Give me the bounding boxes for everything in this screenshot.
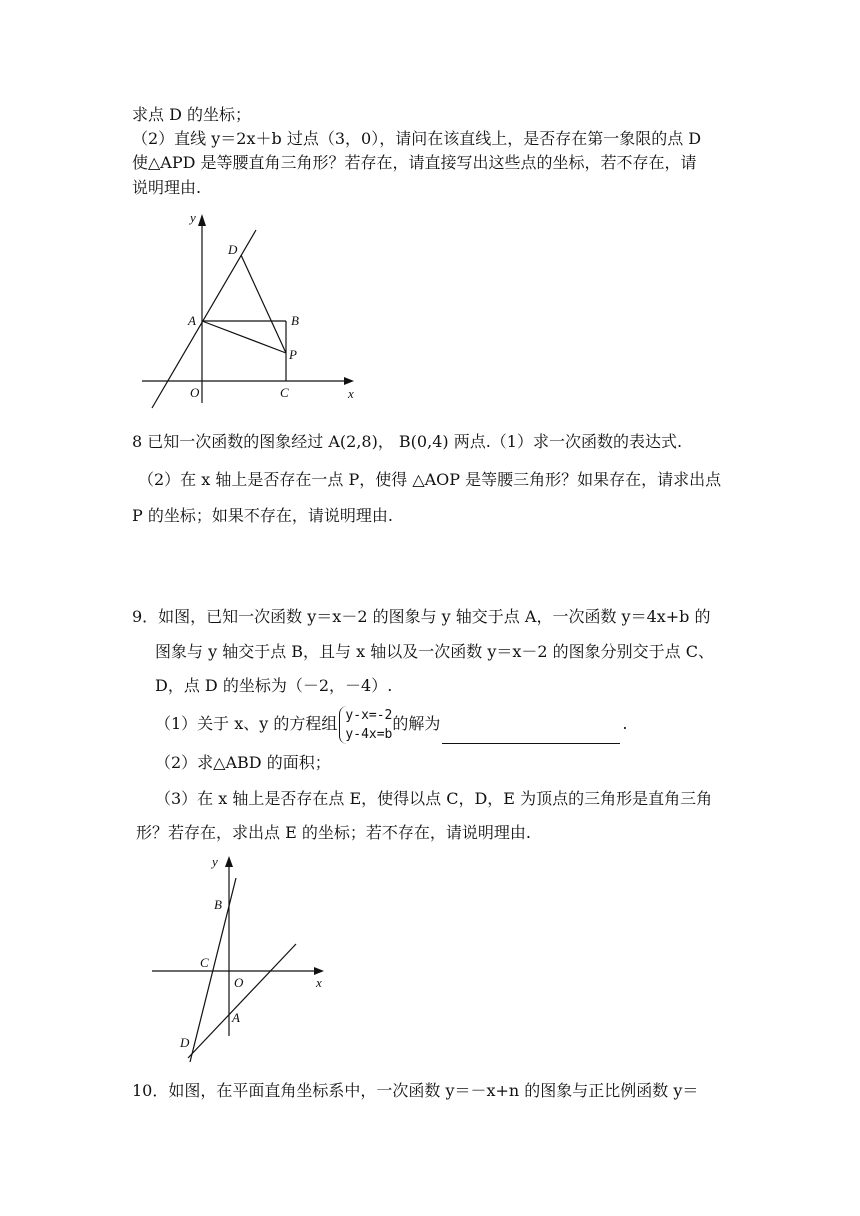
- q9-label-a: A: [232, 1010, 240, 1025]
- q7-line-1: 求点 D 的坐标；: [132, 105, 252, 124]
- q9-label-o: O: [234, 975, 244, 990]
- q7-figure: [138, 208, 368, 418]
- q8-line-3: P 的坐标；如果不存在，请说明理由.: [132, 506, 393, 525]
- q9-label-d: D: [180, 1035, 190, 1050]
- q7-label-x: x: [348, 386, 354, 401]
- q9-part1-suffix: 的解为: [392, 714, 441, 733]
- q9-answer-blank: [442, 725, 620, 744]
- q9-equation-2: y-4x=b: [345, 726, 393, 742]
- q7-label-d: D: [228, 242, 238, 257]
- q7-label-o: O: [190, 385, 200, 400]
- q9-line-1: 9．如图，已知一次函数 y＝x－2 的图象与 y 轴交于点 A，一次函数 y＝4x+b 的: [132, 607, 711, 626]
- q9-line-7: 形？若存在，求出点 E 的坐标；若不存在，请说明理由.: [136, 823, 531, 842]
- q7-y-arrow: [198, 214, 206, 226]
- q9-x-arrow: [314, 967, 324, 975]
- q9-line-3: D，点 D 的坐标为（－2，－4）.: [155, 676, 393, 695]
- q9-line-2: 图象与 y 轴交于点 B，且与 x 轴以及一次函数 y＝x－2 的图象分别交于点 C、: [155, 642, 714, 661]
- q9-equation-system: [339, 706, 392, 744]
- q8-line-2: （2）在 x 轴上是否存在一点 P，使得 △AOP 是等腰三角形？如果存在，请求出点: [138, 470, 722, 489]
- q7-line-3: 使△APD 是等腰直角三角形？若存在，请直接写出这些点的坐标，若不存在，请: [132, 153, 697, 172]
- q7-label-p: P: [289, 347, 297, 362]
- q9-line-4: [155, 704, 628, 744]
- q9-label-y: y: [212, 854, 218, 869]
- q7-label-c: C: [280, 385, 289, 400]
- q9-part1-prefix: （1）关于 x、y 的方程组: [155, 714, 338, 733]
- q9-line-6: （3）在 x 轴上是否存在点 E，使得以点 C，D，E 为顶点的三角形是直角三角: [155, 789, 713, 808]
- q7-label-b: B: [291, 313, 299, 328]
- q9-part1-end: .: [622, 714, 628, 733]
- q7-x-arrow: [344, 377, 354, 385]
- q8-line-1: 8 已知一次函数的图象经过 A(2,8)， B(0,4) 两点.（1）求一次函数的表达式.: [132, 432, 683, 451]
- q9-y-arrow: [225, 856, 233, 867]
- q9-line-5: （2）求△ABD 的面积；: [155, 753, 331, 772]
- q9-label-b: B: [214, 897, 222, 912]
- q7-line-2: （2）直线 y＝2x＋b 过点（3，0），请问在该直线上，是否存在第一象限的点 D: [132, 129, 702, 148]
- q10-line-1: 10．如图，在平面直角坐标系中，一次函数 y＝－x+n 的图象与正比例函数 y＝: [132, 1081, 699, 1100]
- q9-equation-1: y-x=-2: [345, 707, 393, 723]
- q9-label-x: x: [316, 975, 322, 990]
- q9-label-c: C: [200, 955, 209, 970]
- q7-label-y: y: [190, 210, 196, 225]
- q7-line-4: 说明理由.: [132, 178, 202, 197]
- q7-label-a: A: [188, 313, 196, 328]
- q9-figure: [148, 850, 338, 1070]
